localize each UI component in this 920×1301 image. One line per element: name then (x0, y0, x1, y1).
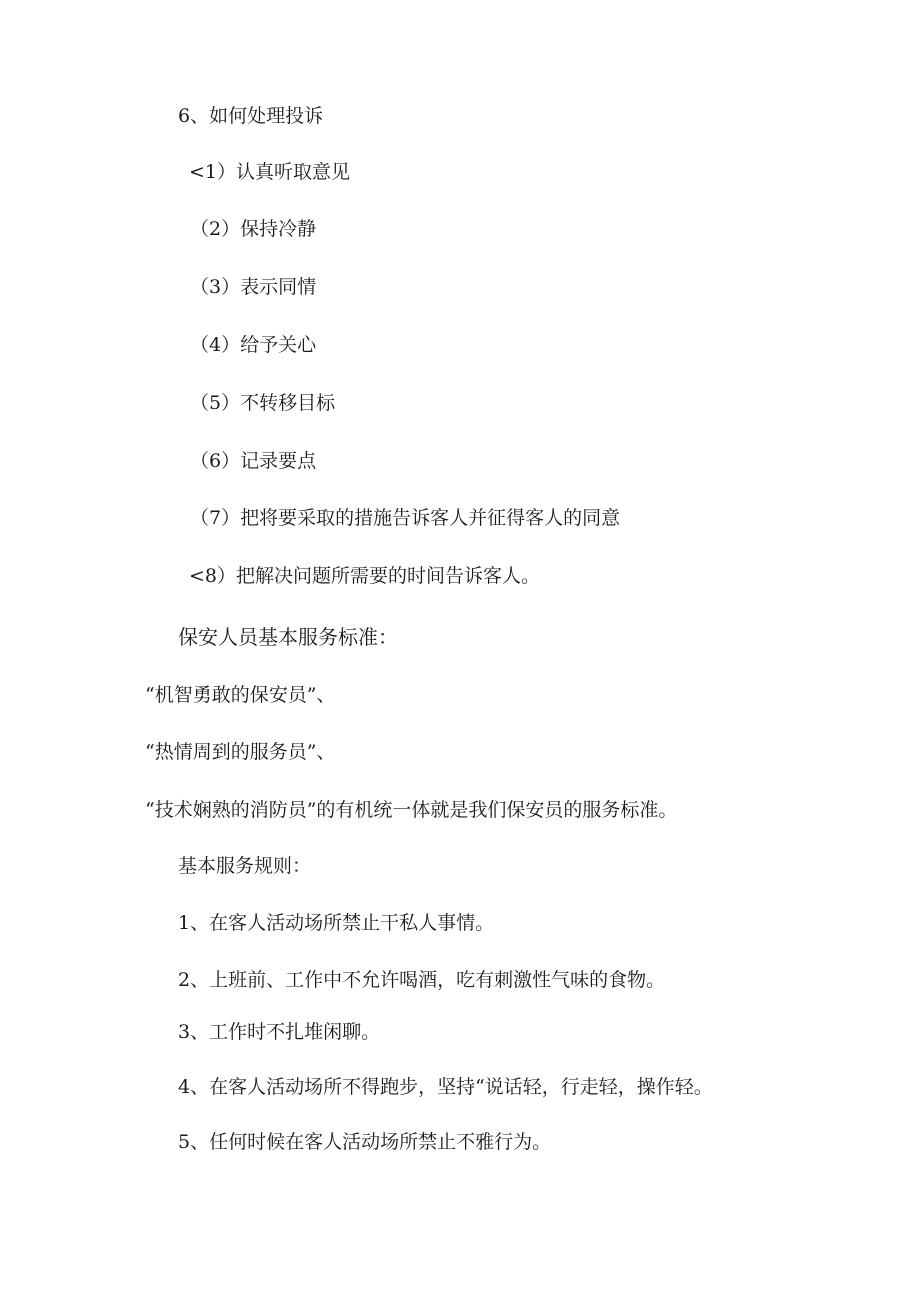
rule-item-3: 3、工作时不扎堆闲聊。 (178, 1021, 381, 1043)
rule-item-5: 5、任何时候在客人活动场所禁止不雅行为。 (178, 1131, 552, 1153)
complaint-step-2: （2）保持冷静 (190, 218, 317, 240)
complaint-step-7: （7）把将要采取的措施告诉客人并征得客人的同意 (190, 507, 621, 529)
complaint-step-8: <8）把解决问题所需要的时间告诉客人。 (189, 565, 541, 587)
section-6-title: 6、如何处理投诉 (178, 105, 324, 127)
standard-line-1: “机智勇敢的保安员”、 (145, 684, 336, 706)
standard-line-2: “热情周到的服务员”、 (145, 741, 336, 763)
complaint-step-3: （3）表示同情 (190, 276, 317, 298)
rule-item-2: 2、上班前、工作中不允许喝酒，吃有刺激性气味的食物。 (178, 969, 666, 991)
complaint-step-6: （6）记录要点 (190, 450, 317, 472)
rule-item-4: 4、在客人活动场所不得跑步，坚持“说话轻，行走轻，操作轻。 (178, 1076, 713, 1098)
rule-item-1: 1、在客人活动场所禁止干私人事情。 (178, 912, 495, 934)
rules-heading: 基本服务规则： (178, 855, 312, 877)
standards-heading: 保安人员基本服务标准： (178, 625, 398, 649)
complaint-step-1: <1）认真听取意见 (189, 161, 351, 183)
complaint-step-5: （5）不转移目标 (190, 392, 336, 414)
standard-line-3: “技术娴熟的消防员”的有机统一体就是我们保安员的服务标准。 (145, 799, 678, 821)
complaint-step-4: （4）给予关心 (190, 334, 317, 356)
